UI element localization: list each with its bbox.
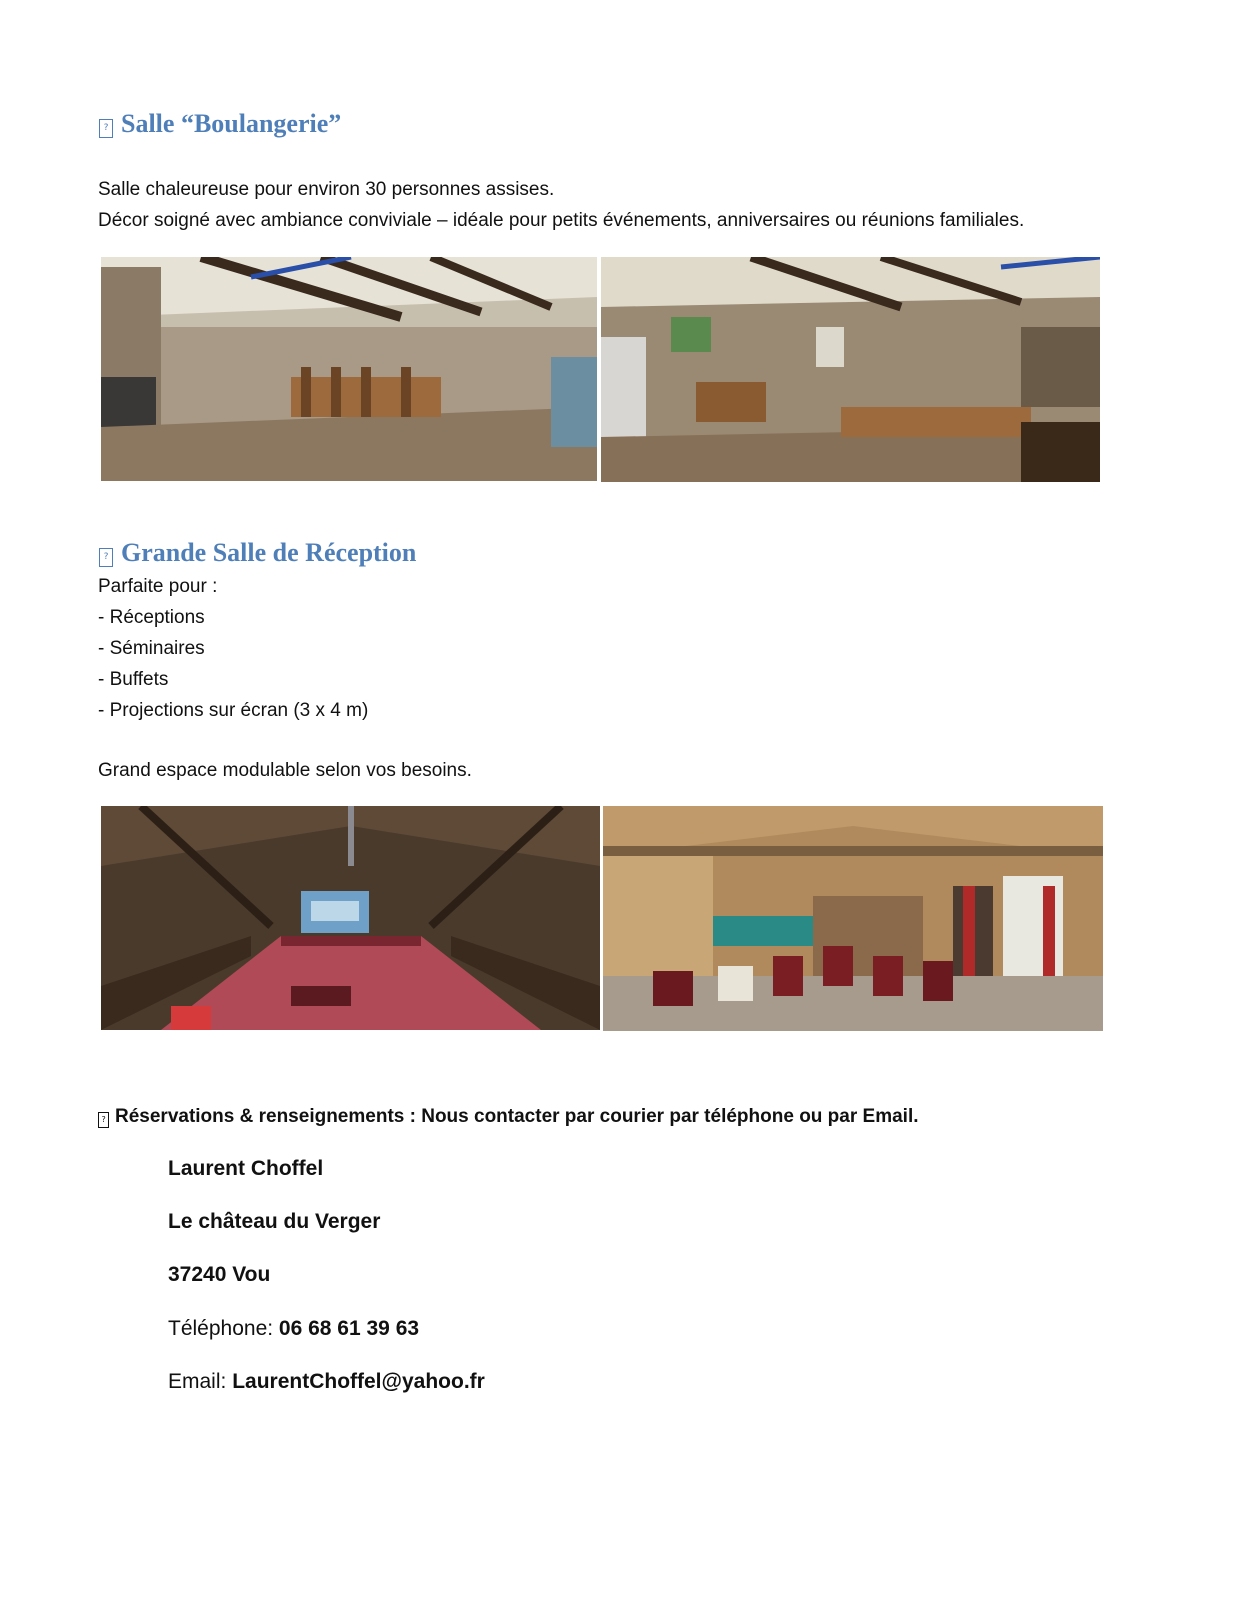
list-item: - Réceptions — [98, 607, 205, 628]
reception-photo-2 — [603, 806, 1103, 1031]
contact-email — [168, 1370, 485, 1394]
contact-name-text: Laurent Choffel — [168, 1157, 324, 1180]
unknown-glyph-icon: ? — [99, 548, 113, 567]
boulangerie-photo-1 — [101, 257, 597, 481]
list-item: - Séminaires — [98, 638, 205, 659]
reservation-text: Réservations & renseignements : Nous contacter par courier par téléphone ou par Email. — [115, 1106, 919, 1127]
boulangerie-photo-2 — [601, 257, 1100, 482]
reception-photo-1 — [101, 806, 600, 1030]
contact-name — [168, 1157, 323, 1181]
contact-phone — [168, 1317, 419, 1341]
unknown-glyph-icon: ? — [99, 119, 113, 138]
section-heading-reception — [99, 538, 416, 568]
contact-place — [168, 1210, 380, 1234]
list-item: - Projections sur écran (3 x 4 m) — [98, 700, 369, 721]
unknown-glyph-icon: ? — [98, 1112, 109, 1128]
section-title: Grande Salle de Réception — [121, 538, 417, 567]
phone-label: Téléphone: — [168, 1317, 279, 1340]
section-note: Grand espace modulable selon vos besoins. — [98, 760, 472, 781]
contact-place-text: Le château du Verger — [168, 1210, 381, 1233]
section-description — [98, 174, 1024, 236]
section-title: Salle “Boulangerie” — [121, 109, 342, 138]
section-list — [98, 571, 368, 726]
reservation-line — [98, 1106, 919, 1128]
contact-city-text: 37240 Vou — [168, 1263, 271, 1286]
text-line: Décor soigné avec ambiance conviviale – idéale pour petits événements, anniversaires ou réunions familiales. — [98, 210, 1025, 231]
text-line: Parfaite pour : — [98, 576, 218, 597]
section-heading-boulangerie — [99, 109, 341, 139]
email-label: Email: — [168, 1370, 233, 1393]
phone-number: 06 68 61 39 63 — [278, 1317, 420, 1340]
email-address: LaurentChoffel@yahoo.fr — [232, 1370, 485, 1393]
text-line: Salle chaleureuse pour environ 30 personnes assises. — [98, 179, 555, 200]
list-item: - Buffets — [98, 669, 169, 690]
contact-city — [168, 1263, 270, 1287]
